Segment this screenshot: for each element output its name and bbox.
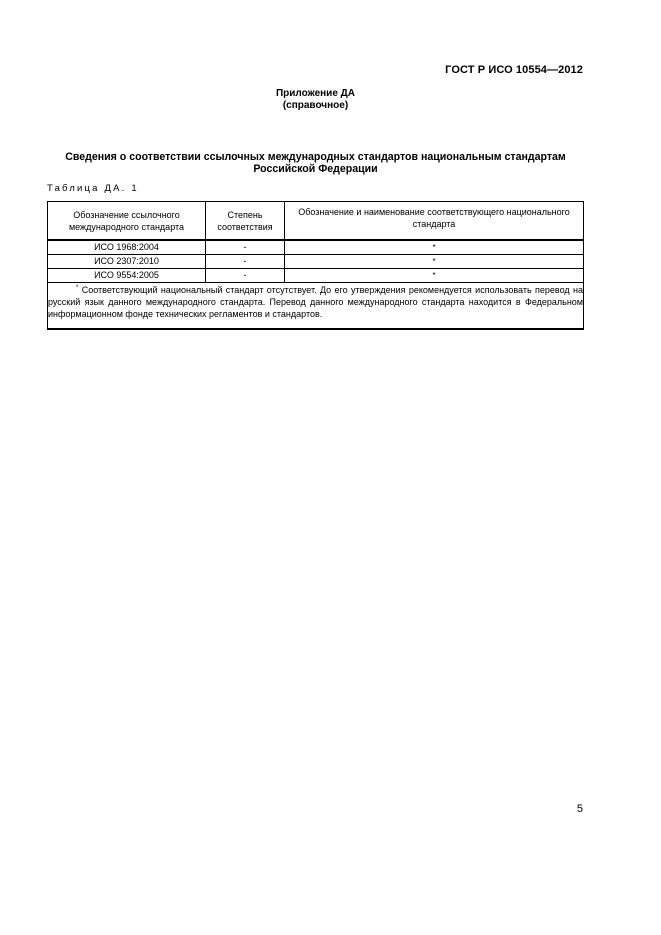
page-number: 5 [576,803,583,815]
note-asterisk: * [76,285,79,291]
section-title [48,151,583,175]
cell-degree: - [206,255,285,269]
cell-national-standard: * [285,240,584,255]
document-code: ГОСТ Р ИСО 10554—2012 [445,64,583,76]
table-note-row [48,283,584,330]
header-degree-of-conformity: Степень соответствия [206,202,285,241]
section-title-line-2: Российской Федерации [253,163,378,175]
annex-title: Приложение ДА [275,88,356,99]
table-note [48,284,583,320]
cell-international-standard: ИСО 9554:2005 [48,269,206,283]
section-title-line-1: Сведения о соответствии ссылочных международных стандартов национальным стандартам [65,151,566,163]
table-row [48,255,584,269]
table-row [48,240,584,255]
annex-heading [0,88,631,112]
table-header-row [48,202,584,241]
table-note-cell [48,283,584,330]
cell-national-standard: * [285,269,584,283]
table-caption: Таблица ДА. 1 [47,183,139,194]
reference-standards-table [47,201,584,330]
cell-degree: - [206,240,285,255]
cell-degree: - [206,269,285,283]
cell-international-standard: ИСО 1968:2004 [48,240,206,255]
table-row [48,269,584,283]
header-international-standard: Обозначение ссылочного международного стандарта [48,202,206,241]
note-text: Соответствующий национальный стандарт отсутствует. До его утверждения рекомендуется использовать перевод на русский язык данного международного стандарта. Перевод данного международного стандарта находится в Федеральном информационном фонде технических регламентов и стандартов. [48,285,583,319]
cell-national-standard: * [285,255,584,269]
cell-international-standard: ИСО 2307:2010 [48,255,206,269]
annex-subtitle: (справочное) [282,100,349,111]
header-national-standard: Обозначение и наименование соответствующего национального стандарта [285,202,584,241]
